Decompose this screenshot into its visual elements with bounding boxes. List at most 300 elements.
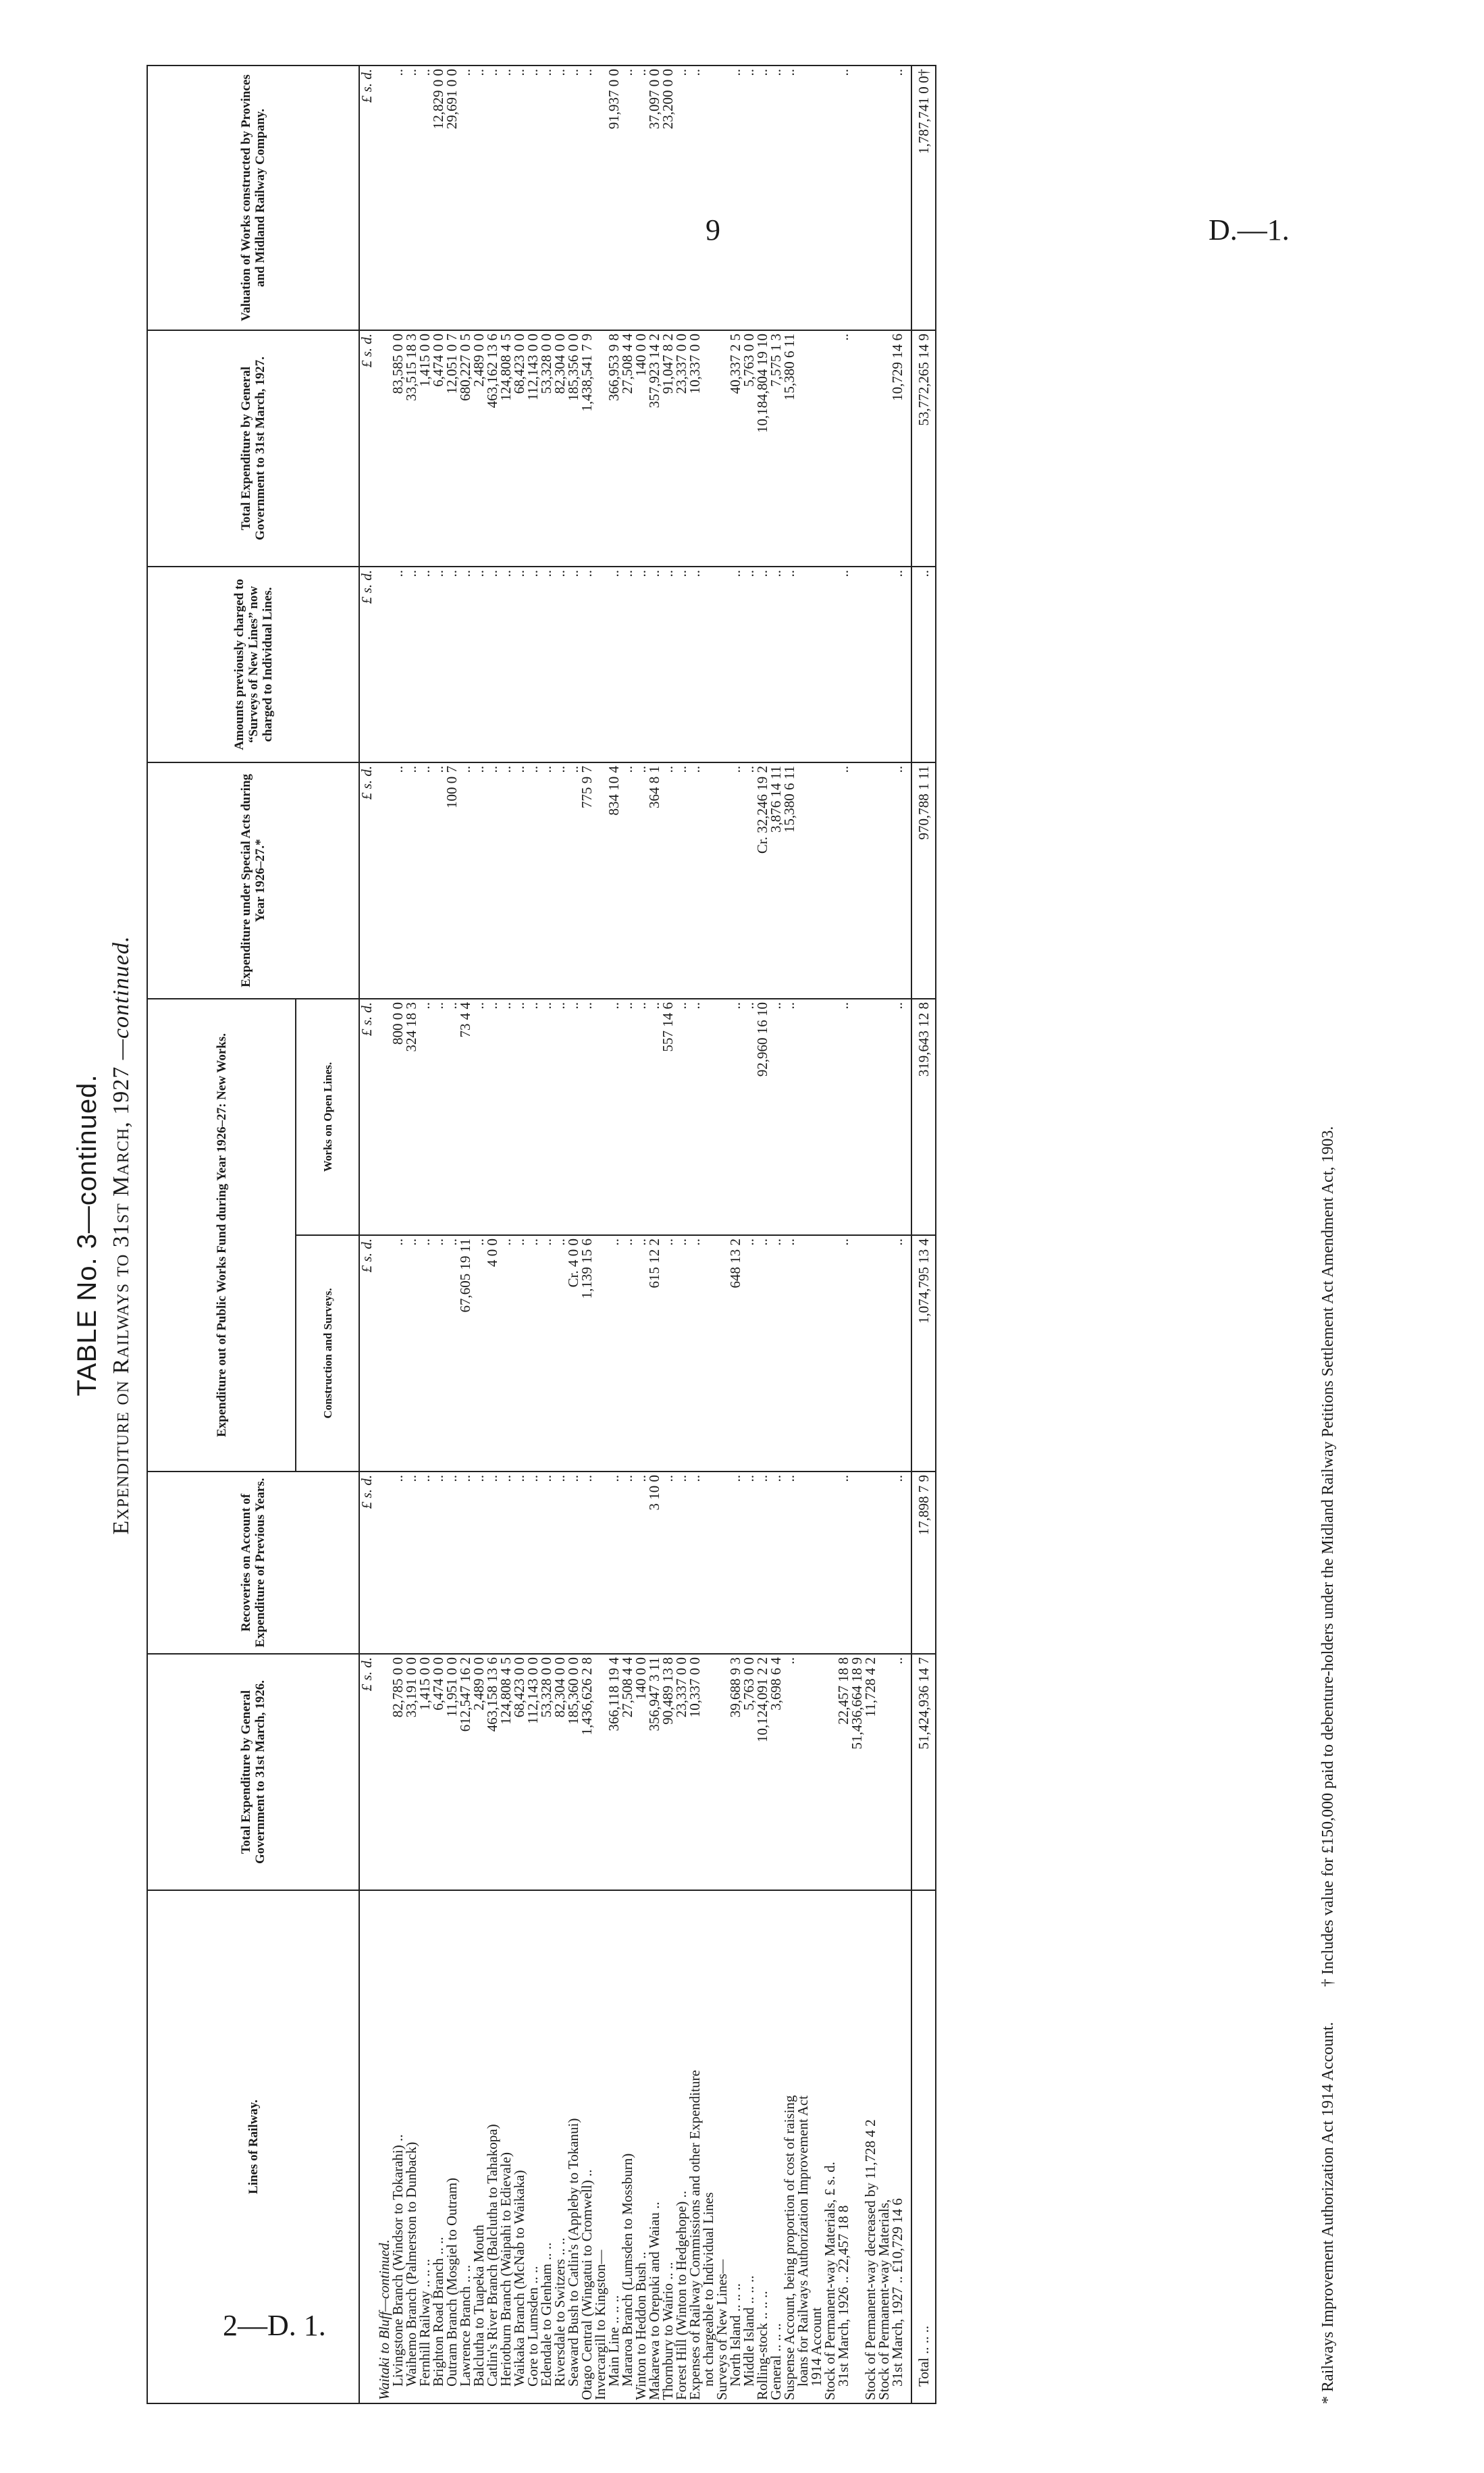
row-label: not chargeable to Individual Lines bbox=[701, 1890, 715, 2403]
row-label: 31st March, 1926 .. 22,457 18 8 bbox=[837, 1890, 850, 2403]
row-label: Heriotburn Branch (Waipahi to Edievale) bbox=[499, 1890, 512, 2403]
row-cell: .. bbox=[526, 1235, 539, 1472]
row-cell: .. bbox=[458, 567, 472, 762]
table-row bbox=[810, 66, 823, 2403]
row-cell: .. bbox=[553, 66, 566, 330]
units-cell bbox=[359, 1890, 377, 2403]
row-cell bbox=[850, 1472, 864, 1654]
row-cell: .. bbox=[485, 762, 499, 999]
row-cell bbox=[377, 1472, 391, 1654]
row-cell bbox=[701, 330, 715, 567]
row-cell: .. bbox=[674, 567, 688, 762]
table-row bbox=[688, 66, 701, 2403]
row-cell: .. bbox=[472, 999, 485, 1235]
row-cell: .. bbox=[512, 1235, 526, 1472]
row-cell: 680,227 0 5 bbox=[458, 330, 472, 567]
row-label: Forest Hill (Winton to Hedgehope) .. bbox=[674, 1890, 688, 2403]
row-cell bbox=[796, 1472, 810, 1654]
row-cell bbox=[864, 567, 877, 762]
row-cell: .. bbox=[499, 1472, 512, 1654]
row-cell: .. bbox=[837, 567, 850, 762]
row-cell: .. bbox=[472, 1235, 485, 1472]
row-label: Suspense Account, being proportion of cost of raising bbox=[783, 1890, 796, 2403]
header-total-1927: Total Expenditure by General Government to 31st March, 1927. bbox=[147, 330, 359, 567]
footnote-1: * Railways Improvement Authorization Act 1914 Account. bbox=[1319, 2022, 1337, 2404]
table-row bbox=[850, 66, 864, 2403]
row-cell: 612,547 16 2 bbox=[458, 1654, 472, 1890]
row-cell: .. bbox=[553, 999, 566, 1235]
row-cell bbox=[796, 999, 810, 1235]
row-cell bbox=[715, 762, 728, 999]
row-label: Catlin's River Branch (Balclutha to Tahakopa) bbox=[485, 1890, 499, 2403]
row-cell: 3 10 0 bbox=[647, 1472, 661, 1654]
row-cell: .. bbox=[431, 567, 445, 762]
row-label: Waitaki to Bluff—continued. bbox=[377, 1890, 391, 2403]
row-cell: .. bbox=[418, 66, 431, 330]
row-cell bbox=[864, 999, 877, 1235]
table-row bbox=[756, 66, 769, 2403]
row-cell: 6,474 0 0 bbox=[431, 1654, 445, 1890]
row-cell bbox=[877, 1472, 891, 1654]
row-label: Seaward Bush to Catlin's (Appleby to Tokanui) bbox=[566, 1890, 580, 2403]
header-special: Expenditure under Special Acts during Year 1926–27.* bbox=[147, 762, 359, 999]
row-cell: .. bbox=[485, 66, 499, 330]
row-cell bbox=[377, 762, 391, 999]
table-row bbox=[472, 66, 485, 2403]
row-cell: 3,876 14 11 bbox=[769, 762, 783, 999]
row-cell: 140 0 0 bbox=[634, 330, 647, 567]
footnotes bbox=[1319, 66, 1337, 2404]
row-label: Balclutha to Tuapeka Mouth bbox=[472, 1890, 485, 2403]
header-open-lines: Works on Open Lines. bbox=[296, 999, 359, 1235]
row-cell: .. bbox=[445, 999, 458, 1235]
row-cell: .. bbox=[526, 66, 539, 330]
row-cell bbox=[377, 330, 391, 567]
row-cell: .. bbox=[391, 762, 404, 999]
row-cell: .. bbox=[647, 999, 661, 1235]
row-cell bbox=[715, 330, 728, 567]
row-cell: 615 12 2 bbox=[647, 1235, 661, 1472]
row-cell: .. bbox=[512, 66, 526, 330]
row-cell: .. bbox=[756, 66, 769, 330]
row-cell bbox=[850, 330, 864, 567]
row-cell: 68,423 0 0 bbox=[512, 1654, 526, 1890]
row-cell: Cr. 32,246 19 2 bbox=[756, 762, 769, 999]
row-cell: .. bbox=[742, 66, 756, 330]
row-cell bbox=[701, 1472, 715, 1654]
row-cell: .. bbox=[891, 1654, 904, 1890]
row-cell: 23,337 0 0 bbox=[674, 330, 688, 567]
table-row bbox=[445, 66, 458, 2403]
row-cell: 775 9 7 bbox=[580, 762, 593, 999]
total-cell: 17,898 7 9 bbox=[911, 1472, 936, 1654]
row-cell bbox=[715, 1235, 728, 1472]
row-cell: .. bbox=[661, 1472, 674, 1654]
row-cell bbox=[810, 567, 823, 762]
row-cell bbox=[877, 66, 891, 330]
row-cell: .. bbox=[783, 999, 796, 1235]
row-cell bbox=[850, 567, 864, 762]
header-previously: Amounts previously charged to “Surveys of New Lines” now charged to Individual Lines. bbox=[147, 567, 359, 762]
table-row bbox=[837, 66, 850, 2403]
row-cell bbox=[796, 330, 810, 567]
row-cell bbox=[823, 762, 837, 999]
row-label: North Island .. .. .. bbox=[728, 1890, 742, 2403]
total-cell: 970,788 1 11 bbox=[911, 762, 936, 999]
row-cell: 357,923 14 2 bbox=[647, 330, 661, 567]
row-cell: 800 0 0 bbox=[391, 999, 404, 1235]
expenditure-table bbox=[147, 65, 936, 2404]
row-cell: 39,688 9 3 bbox=[728, 1654, 742, 1890]
table-row bbox=[526, 66, 539, 2403]
row-cell: .. bbox=[891, 66, 904, 330]
row-cell: .. bbox=[607, 1235, 620, 1472]
row-cell: .. bbox=[661, 762, 674, 999]
table-row bbox=[634, 66, 647, 2403]
row-cell: .. bbox=[647, 567, 661, 762]
row-label: Middle Island .. .. .. bbox=[742, 1890, 756, 2403]
row-cell: 12,051 0 7 bbox=[445, 330, 458, 567]
row-cell bbox=[377, 567, 391, 762]
row-cell: 82,304 0 0 bbox=[553, 330, 566, 567]
row-label: 31st March, 1927 .. £10,729 14 6 bbox=[891, 1890, 904, 2403]
row-cell: .. bbox=[769, 1472, 783, 1654]
row-cell bbox=[715, 1472, 728, 1654]
row-label: Gore to Lumsden .. .. bbox=[526, 1890, 539, 2403]
row-cell: 91,937 0 0 bbox=[607, 66, 620, 330]
row-cell: .. bbox=[634, 1472, 647, 1654]
units-cell: £ s. d. bbox=[359, 330, 377, 567]
row-cell bbox=[593, 1472, 607, 1654]
row-cell bbox=[864, 762, 877, 999]
row-cell: .. bbox=[404, 567, 418, 762]
row-cell: 37,097 0 0 bbox=[647, 66, 661, 330]
row-cell bbox=[593, 330, 607, 567]
row-cell: 10,337 0 0 bbox=[688, 330, 701, 567]
row-cell bbox=[377, 1235, 391, 1472]
row-cell: .. bbox=[553, 1235, 566, 1472]
row-cell: .. bbox=[391, 1235, 404, 1472]
row-label: General .. .. .. bbox=[769, 1890, 783, 2403]
row-label: Makarewa to Orepuki and Waiau .. bbox=[647, 1890, 661, 2403]
row-cell: .. bbox=[837, 330, 850, 567]
row-label: Stock of Permanent-way Materials, £ s. d. bbox=[823, 1890, 837, 2403]
row-cell bbox=[593, 66, 607, 330]
row-cell: .. bbox=[485, 1472, 499, 1654]
row-cell: 5,763 0 0 bbox=[742, 1654, 756, 1890]
units-cell: £ s. d. bbox=[359, 1472, 377, 1654]
row-label: Stock of Permanent-way decreased by 11,728 4 2 bbox=[864, 1890, 877, 2403]
row-cell: 83,585 0 0 bbox=[391, 330, 404, 567]
row-label: Riversdale to Switzers .. .. bbox=[553, 1890, 566, 2403]
table-row bbox=[512, 66, 526, 2403]
row-cell: .. bbox=[742, 1235, 756, 1472]
row-cell: .. bbox=[607, 567, 620, 762]
table-row bbox=[769, 66, 783, 2403]
total-cell: 319,643 12 8 bbox=[911, 999, 936, 1235]
row-cell: 11,951 0 0 bbox=[445, 1654, 458, 1890]
table-row bbox=[485, 66, 499, 2403]
units-cell: £ s. d. bbox=[359, 1654, 377, 1890]
row-cell: .. bbox=[783, 1472, 796, 1654]
units-cell: £ s. d. bbox=[359, 66, 377, 330]
table-row bbox=[823, 66, 837, 2403]
row-cell: .. bbox=[539, 1472, 553, 1654]
row-cell: .. bbox=[688, 1472, 701, 1654]
row-cell: .. bbox=[512, 762, 526, 999]
row-cell: .. bbox=[728, 567, 742, 762]
table-row bbox=[431, 66, 445, 2403]
row-label: Invercargill to Kingston— bbox=[593, 1890, 607, 2403]
row-cell: .. bbox=[688, 762, 701, 999]
row-cell: 67,605 19 11 bbox=[458, 1235, 472, 1472]
row-cell: .. bbox=[499, 567, 512, 762]
table-row bbox=[418, 66, 431, 2403]
row-cell: .. bbox=[431, 1235, 445, 1472]
row-cell bbox=[796, 66, 810, 330]
row-cell: 11,728 4 2 bbox=[864, 1654, 877, 1890]
row-cell: .. bbox=[512, 1472, 526, 1654]
table-row bbox=[580, 66, 593, 2403]
row-cell bbox=[877, 1235, 891, 1472]
row-cell: .. bbox=[620, 66, 634, 330]
row-cell: .. bbox=[566, 999, 580, 1235]
row-cell bbox=[850, 999, 864, 1235]
table-row bbox=[742, 66, 756, 2403]
row-cell: .. bbox=[607, 999, 620, 1235]
table-row bbox=[864, 66, 877, 2403]
table-row bbox=[377, 66, 391, 2403]
row-cell: .. bbox=[404, 66, 418, 330]
row-cell bbox=[877, 1654, 891, 1890]
row-cell: .. bbox=[728, 66, 742, 330]
total-cell: 1,074,795 13 4 bbox=[911, 1235, 936, 1472]
row-cell: 82,304 0 0 bbox=[553, 1654, 566, 1890]
row-cell: .. bbox=[458, 66, 472, 330]
row-cell: .. bbox=[634, 999, 647, 1235]
table-body bbox=[377, 66, 904, 2403]
row-cell bbox=[823, 999, 837, 1235]
row-cell: .. bbox=[742, 567, 756, 762]
row-label: Edendale to Glenham .. .. bbox=[539, 1890, 553, 2403]
row-cell: .. bbox=[783, 66, 796, 330]
row-cell bbox=[715, 1654, 728, 1890]
row-cell bbox=[810, 1654, 823, 1890]
row-label: Outram Branch (Mosgiel to Outram) bbox=[445, 1890, 458, 2403]
row-cell bbox=[877, 762, 891, 999]
row-cell: 648 13 2 bbox=[728, 1235, 742, 1472]
row-cell: .. bbox=[769, 1235, 783, 1472]
row-cell bbox=[701, 66, 715, 330]
row-cell: .. bbox=[566, 1472, 580, 1654]
row-cell bbox=[810, 330, 823, 567]
row-cell: .. bbox=[756, 1472, 769, 1654]
row-cell: .. bbox=[674, 1472, 688, 1654]
row-cell: .. bbox=[418, 999, 431, 1235]
row-cell: .. bbox=[783, 1235, 796, 1472]
row-cell: .. bbox=[580, 567, 593, 762]
row-cell: .. bbox=[837, 66, 850, 330]
row-cell: .. bbox=[634, 762, 647, 999]
table-row bbox=[566, 66, 580, 2403]
row-cell: .. bbox=[620, 567, 634, 762]
row-cell: .. bbox=[499, 1235, 512, 1472]
row-cell bbox=[864, 1235, 877, 1472]
table-row bbox=[391, 66, 404, 2403]
table-row bbox=[701, 66, 715, 2403]
row-cell: .. bbox=[891, 1235, 904, 1472]
row-cell: .. bbox=[742, 999, 756, 1235]
row-cell: 33,515 18 3 bbox=[404, 330, 418, 567]
row-label: Winton to Heddon Bush .. bbox=[634, 1890, 647, 2403]
table-row bbox=[715, 66, 728, 2403]
row-cell: .. bbox=[769, 567, 783, 762]
table-title: Expenditure on Railways to 31st March, 1927 —continued. bbox=[109, 935, 134, 1535]
header-total-1926: Total Expenditure by General Government to 31st March, 1926. bbox=[147, 1654, 359, 1890]
row-cell: 557 14 6 bbox=[661, 999, 674, 1235]
row-cell: 22,457 18 8 bbox=[837, 1654, 850, 1890]
row-cell: .. bbox=[553, 1472, 566, 1654]
row-cell: 112,143 0 0 bbox=[526, 330, 539, 567]
row-cell: .. bbox=[431, 1472, 445, 1654]
row-cell: 140 0 0 bbox=[634, 1654, 647, 1890]
row-cell bbox=[715, 567, 728, 762]
row-cell bbox=[823, 567, 837, 762]
row-cell: .. bbox=[472, 567, 485, 762]
row-cell: .. bbox=[742, 1472, 756, 1654]
row-cell: 1,438,541 7 9 bbox=[580, 330, 593, 567]
units-cell: £ s. d. bbox=[359, 999, 377, 1235]
row-cell: .. bbox=[418, 1235, 431, 1472]
row-cell: .. bbox=[837, 762, 850, 999]
row-cell: .. bbox=[674, 1235, 688, 1472]
row-cell bbox=[715, 999, 728, 1235]
table-row bbox=[796, 66, 810, 2403]
row-label: Waihemo Branch (Palmerston to Dunback) bbox=[404, 1890, 418, 2403]
row-cell: .. bbox=[485, 999, 499, 1235]
row-cell bbox=[850, 762, 864, 999]
table-row bbox=[647, 66, 661, 2403]
row-cell bbox=[701, 567, 715, 762]
row-cell: .. bbox=[539, 1235, 553, 1472]
row-label: Mararoa Branch (Lumsden to Mossburn) bbox=[620, 1890, 634, 2403]
row-cell: 68,423 0 0 bbox=[512, 330, 526, 567]
page-number: 9 bbox=[706, 213, 720, 246]
row-cell: .. bbox=[539, 567, 553, 762]
row-cell: .. bbox=[607, 1472, 620, 1654]
row-cell: .. bbox=[891, 567, 904, 762]
row-cell: .. bbox=[728, 762, 742, 999]
row-cell: .. bbox=[688, 567, 701, 762]
sheet-reference: 2—D. 1. bbox=[223, 2309, 326, 2342]
row-cell bbox=[796, 1235, 810, 1472]
row-cell: 1,436,626 2 8 bbox=[580, 1654, 593, 1890]
table-row bbox=[661, 66, 674, 2403]
footnote-2: † Includes value for £150,000 paid to debenture-holders under the Midland Railway Petitions Settlement Act Amendment Act, 1903. bbox=[1319, 1126, 1337, 1987]
row-cell bbox=[810, 762, 823, 999]
row-cell: 366,118 19 4 bbox=[607, 1654, 620, 1890]
row-label bbox=[850, 1890, 864, 2403]
row-cell: 1,139 15 6 bbox=[580, 1235, 593, 1472]
row-cell: .. bbox=[499, 762, 512, 999]
row-cell: .. bbox=[539, 999, 553, 1235]
table-row bbox=[674, 66, 688, 2403]
row-cell bbox=[823, 330, 837, 567]
row-cell: 23,200 0 0 bbox=[661, 66, 674, 330]
row-cell: .. bbox=[418, 567, 431, 762]
row-cell: 53,328 0 0 bbox=[539, 1654, 553, 1890]
document-reference: D.—1. bbox=[1209, 213, 1290, 246]
row-cell bbox=[864, 1472, 877, 1654]
row-cell: .. bbox=[674, 762, 688, 999]
table-row bbox=[539, 66, 553, 2403]
row-cell bbox=[593, 567, 607, 762]
row-cell: 15,380 6 11 bbox=[783, 330, 796, 567]
row-cell: 366,953 9 8 bbox=[607, 330, 620, 567]
row-cell: .. bbox=[512, 567, 526, 762]
row-cell bbox=[796, 1654, 810, 1890]
row-cell: .. bbox=[431, 762, 445, 999]
row-cell: .. bbox=[620, 999, 634, 1235]
row-cell: .. bbox=[688, 999, 701, 1235]
header-pwf: Expenditure out of Public Works Fund during Year 1926–27: New Works. bbox=[147, 999, 296, 1472]
row-label: Thornbury to Wairio .. .. bbox=[661, 1890, 674, 2403]
row-cell: .. bbox=[634, 1235, 647, 1472]
row-cell: 124,808 4 5 bbox=[499, 1654, 512, 1890]
total-label: Total .. .. .. bbox=[911, 1890, 936, 2403]
row-label: Main Line .. .. .. bbox=[607, 1890, 620, 2403]
row-cell: .. bbox=[445, 1472, 458, 1654]
row-cell bbox=[715, 66, 728, 330]
row-cell: .. bbox=[674, 999, 688, 1235]
row-cell bbox=[810, 1472, 823, 1654]
total-row bbox=[911, 66, 936, 2403]
row-cell: 100 0 7 bbox=[445, 762, 458, 999]
row-cell: 6,474 0 0 bbox=[431, 330, 445, 567]
row-cell: .. bbox=[891, 1472, 904, 1654]
row-cell: .. bbox=[620, 1472, 634, 1654]
row-cell bbox=[377, 999, 391, 1235]
row-cell: 112,143 0 0 bbox=[526, 1654, 539, 1890]
row-label: Waikaka Branch (McNab to Waikaka) bbox=[512, 1890, 526, 2403]
row-cell: 5,763 0 0 bbox=[742, 330, 756, 567]
row-cell bbox=[377, 1654, 391, 1890]
row-cell: .. bbox=[783, 1654, 796, 1890]
row-cell bbox=[850, 1235, 864, 1472]
row-cell bbox=[593, 762, 607, 999]
row-cell bbox=[701, 762, 715, 999]
row-label: 1914 Account bbox=[810, 1890, 823, 2403]
units-cell: £ s. d. bbox=[359, 762, 377, 999]
row-cell: Cr. 4 0 0 bbox=[566, 1235, 580, 1472]
row-cell: 23,337 0 0 bbox=[674, 1654, 688, 1890]
row-cell: .. bbox=[526, 999, 539, 1235]
row-cell: 2,489 0 0 bbox=[472, 330, 485, 567]
row-cell: 10,729 14 6 bbox=[891, 330, 904, 567]
row-cell: 463,162 13 6 bbox=[485, 330, 499, 567]
total-cell: .. bbox=[911, 567, 936, 762]
row-cell bbox=[701, 999, 715, 1235]
row-cell bbox=[864, 66, 877, 330]
row-cell: .. bbox=[837, 999, 850, 1235]
row-cell: 33,191 0 0 bbox=[404, 1654, 418, 1890]
row-cell bbox=[823, 1654, 837, 1890]
row-cell: .. bbox=[404, 1472, 418, 1654]
row-cell: .. bbox=[391, 66, 404, 330]
row-cell: .. bbox=[728, 1472, 742, 1654]
row-cell bbox=[796, 762, 810, 999]
row-cell: 364 8 1 bbox=[647, 762, 661, 999]
